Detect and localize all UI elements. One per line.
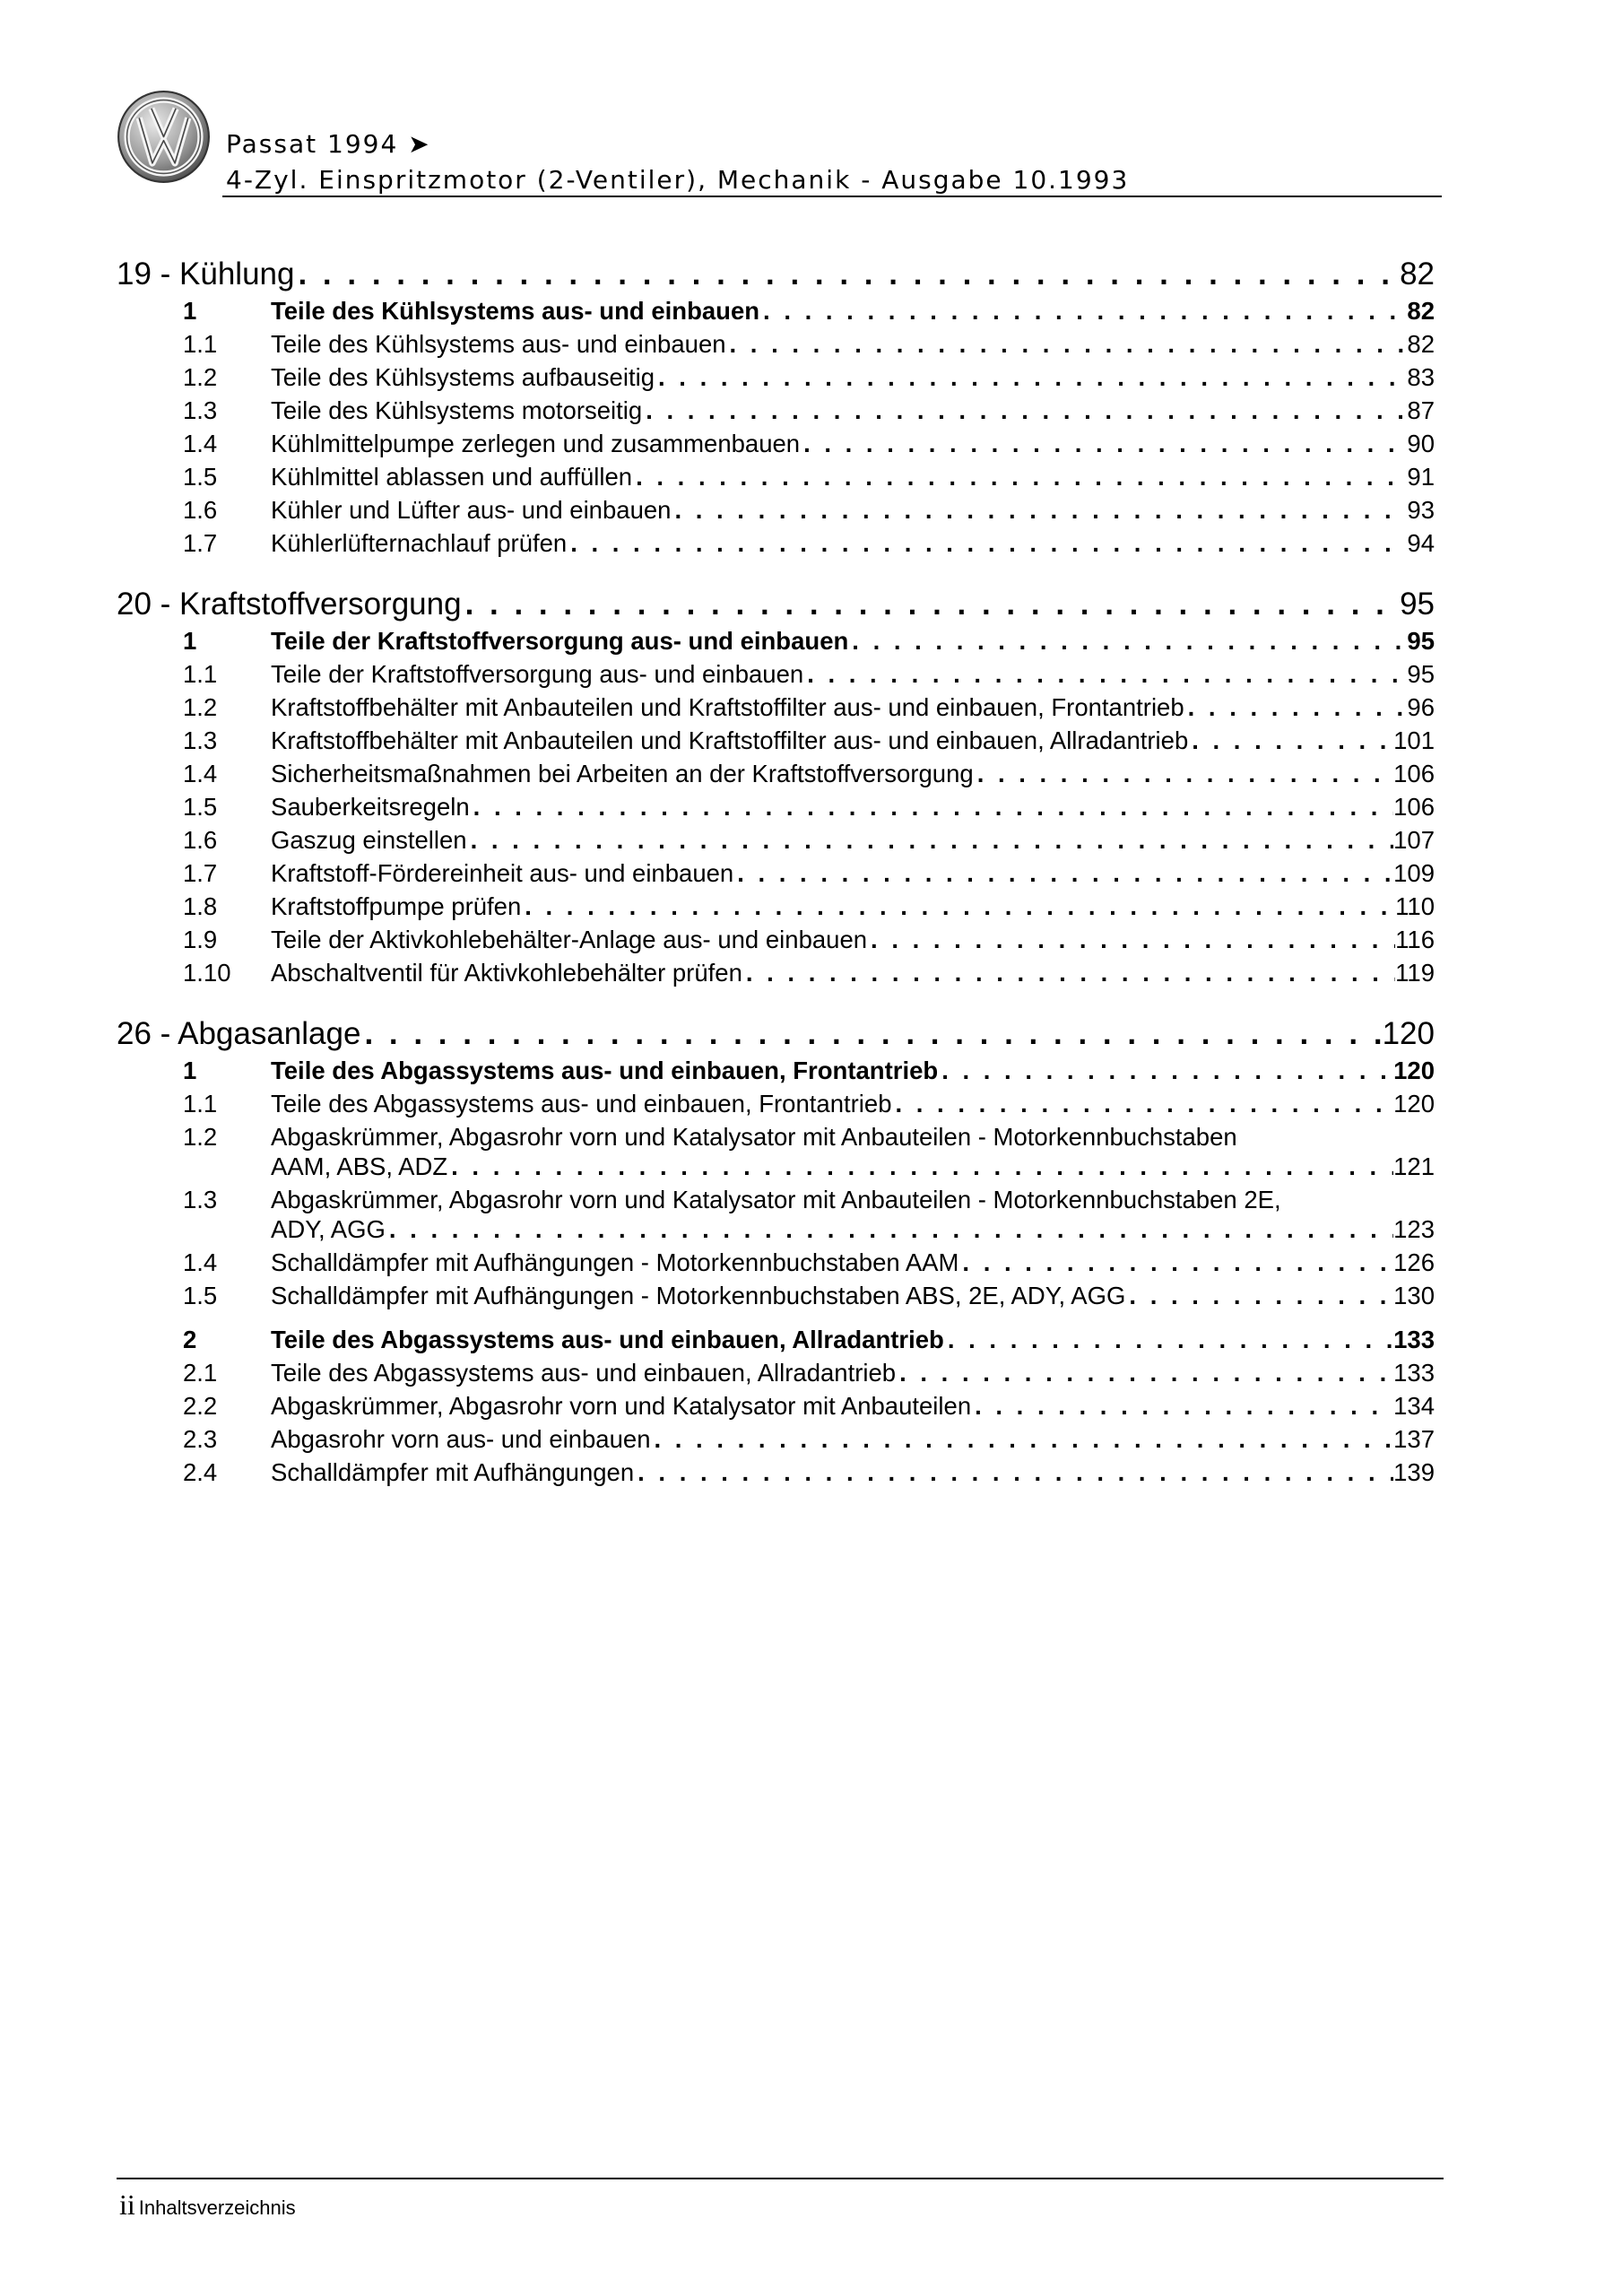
entry-title: Sicherheitsmaßnahmen bei Arbeiten an der Kraftstoffversorgung <box>271 760 974 787</box>
toc-entry-row[interactable] <box>117 1118 1435 1181</box>
entry-title-continued: AAM, ABS, ADZ <box>271 1152 448 1180</box>
header-divider <box>222 196 1442 197</box>
entry-page: 101 <box>1393 726 1435 754</box>
toc-entry-row[interactable] <box>117 788 1435 822</box>
entry-page: 126 <box>1393 1248 1435 1276</box>
entry-number: 1.2 <box>183 1123 218 1151</box>
toc-entry-line <box>117 1118 1435 1152</box>
entry-title: Teile des Abgassystems aus- und einbauen, Frontantrieb <box>271 1057 939 1084</box>
entry-title: Kraftstoffbehälter mit Anbauteilen und Kraftstoffilter aus- und einbauen, Allradantrieb <box>271 726 1189 754</box>
chapter-title: 19 - Kühlung <box>117 257 295 291</box>
entry-title: Teile des Kühlsystems aus- und einbauen <box>271 330 726 358</box>
entry-page: 130 <box>1393 1282 1435 1309</box>
toc-entry-row[interactable] <box>117 1277 1435 1310</box>
toc-entry-row[interactable] <box>117 425 1435 458</box>
toc-entry-row[interactable] <box>117 888 1435 921</box>
entry-number: 1.5 <box>183 1282 218 1309</box>
page-header <box>117 90 1442 199</box>
toc-chapter-row[interactable] <box>117 1002 1435 1052</box>
entry-number: 1.7 <box>183 859 218 887</box>
entry-page: 106 <box>1393 793 1435 821</box>
entry-number: 1.2 <box>183 363 218 391</box>
toc-entry-row[interactable] <box>117 1454 1435 1487</box>
entry-title: Schalldämpfer mit Aufhängungen - Motorkennbuchstaben AAM <box>271 1248 959 1276</box>
entry-number: 1.4 <box>183 760 218 787</box>
table-of-contents <box>117 242 1435 1487</box>
toc-entry-row[interactable] <box>117 525 1435 558</box>
dot-leader <box>938 1057 1393 1085</box>
entry-title: Schalldämpfer mit Aufhängungen <box>271 1458 635 1486</box>
entry-title: Kraftstoffbehälter mit Anbauteilen und Kraftstoffilter aus- und einbauen, Frontantrieb <box>271 693 1184 721</box>
toc-entry-row[interactable] <box>117 622 1435 656</box>
toc-entry-row[interactable] <box>117 491 1435 525</box>
toc-entry-row[interactable] <box>117 822 1435 855</box>
dot-leader <box>971 1392 1393 1421</box>
entry-page: 96 <box>1407 693 1435 721</box>
dot-leader <box>742 959 1395 987</box>
entry-title: Kraftstoff-Fördereinheit aus- und einbauen <box>271 859 734 887</box>
entry-title: Abgasrohr vorn aus- und einbauen <box>271 1425 651 1453</box>
entry-number: 2 <box>183 1326 197 1353</box>
entry-title: Teile des Kühlsystems aus- und einbauen <box>271 297 760 325</box>
entry-number: 1.1 <box>183 1090 218 1118</box>
entry-page: 94 <box>1407 529 1435 557</box>
toc-entry-row[interactable] <box>117 722 1435 755</box>
entry-page: 119 <box>1395 959 1435 987</box>
entry-title: Schalldämpfer mit Aufhängungen - Motorkennbuchstaben ABS, 2E, ADY, AGG <box>271 1282 1126 1309</box>
toc-entry-row[interactable] <box>117 954 1435 987</box>
dot-leader <box>634 1458 1393 1487</box>
dot-leader <box>803 660 1407 689</box>
entry-number: 2.2 <box>183 1392 218 1420</box>
dot-leader <box>759 297 1407 326</box>
entry-number: 1.6 <box>183 826 218 854</box>
entry-title: Kraftstoffpumpe prüfen <box>271 892 522 920</box>
entry-number: 1.4 <box>183 1248 218 1276</box>
entry-title: Kühlerlüfternachlauf prüfen <box>271 529 568 557</box>
toc-entry-row[interactable] <box>117 921 1435 954</box>
entry-page: 83 <box>1407 363 1435 391</box>
entry-title: Kühler und Lüfter aus- und einbauen <box>271 496 672 524</box>
toc-entry-row[interactable] <box>117 755 1435 788</box>
entry-title: Teile des Abgassystems aus- und einbauen, Frontantrieb <box>271 1090 892 1118</box>
entry-page: 133 <box>1393 1359 1435 1387</box>
dot-leader <box>892 1090 1394 1118</box>
entry-title: Gaszug einstellen <box>271 826 467 854</box>
toc-entry-row[interactable] <box>117 292 1435 326</box>
entry-number: 1.10 <box>183 959 231 987</box>
entry-title: Kühlmittel ablassen und auffüllen <box>271 463 633 491</box>
dot-leader <box>521 892 1395 921</box>
entry-title: Kühlmittelpumpe zerlegen und zusammenbauen <box>271 430 801 457</box>
entry-title: Teile des Abgassystems aus- und einbauen, Allradantrieb <box>271 1326 944 1353</box>
dot-leader <box>470 793 1393 822</box>
toc-chapter-row[interactable] <box>117 572 1435 622</box>
toc-entry-row[interactable] <box>117 855 1435 888</box>
entry-title: Abgaskrümmer, Abgasrohr vorn und Katalysator mit Anbauteilen <box>271 1392 972 1420</box>
dot-leader <box>974 760 1393 788</box>
entry-page: 121 <box>1393 1152 1435 1180</box>
entry-page: 133 <box>1393 1326 1435 1353</box>
entry-title: Abgaskrümmer, Abgasrohr vorn und Katalysator mit Anbauteilen - Motorkennbuchstaben <box>271 1123 1237 1151</box>
toc-entry-row[interactable] <box>117 1321 1435 1354</box>
dot-leader <box>294 257 1400 292</box>
entry-page: 95 <box>1407 660 1435 688</box>
entry-page: 87 <box>1407 396 1435 424</box>
dot-leader <box>360 1016 1382 1052</box>
toc-entry-row[interactable] <box>117 458 1435 491</box>
chapter-title: 26 - Abgasanlage <box>117 1016 361 1051</box>
entry-number: 1.4 <box>183 430 218 457</box>
entry-page: 82 <box>1407 330 1435 358</box>
entry-number: 1.3 <box>183 1186 218 1213</box>
entry-number: 1.3 <box>183 396 218 424</box>
chapter-title: 20 - Kraftstoffversorgung <box>117 587 462 622</box>
toc-entry-row[interactable] <box>117 1354 1435 1387</box>
entry-title: Teile der Aktivkohlebehälter-Anlage aus- und einbauen <box>271 926 868 953</box>
toc-entry-line <box>117 1214 1435 1244</box>
manual-subtitle: 4-Zyl. Einspritzmotor (2-Ventiler), Mechanik - Ausgabe 10.1993 <box>226 165 1130 195</box>
dot-leader <box>1188 726 1393 755</box>
dot-leader <box>944 1326 1393 1354</box>
entry-number: 1.7 <box>183 529 218 557</box>
dot-leader <box>447 1152 1393 1181</box>
dot-leader <box>467 826 1394 855</box>
entry-title: Teile des Kühlsystems motorseitig <box>271 396 643 424</box>
footer-divider <box>117 2178 1444 2179</box>
entry-title: Teile des Kühlsystems aufbauseitig <box>271 363 655 391</box>
entry-number: 1.6 <box>183 496 218 524</box>
entry-number: 1 <box>183 1057 197 1084</box>
entry-title: Teile der Kraftstoffversorgung aus- und einbauen <box>271 660 804 688</box>
dot-leader <box>655 363 1407 392</box>
entry-page: 110 <box>1395 892 1435 920</box>
entry-number: 1.8 <box>183 892 218 920</box>
entry-page: 137 <box>1393 1425 1435 1453</box>
entry-number: 1.3 <box>183 726 218 754</box>
toc-entry-line <box>117 1152 1435 1181</box>
toc-entry-row[interactable] <box>117 326 1435 359</box>
dot-leader <box>642 396 1407 425</box>
dot-leader <box>671 496 1407 525</box>
toc-entry-row[interactable] <box>117 656 1435 689</box>
entry-title: Teile des Abgassystems aus- und einbauen, Allradantrieb <box>271 1359 897 1387</box>
entry-number: 1.1 <box>183 330 218 358</box>
entry-title: Abschaltventil für Aktivkohlebehälter prüfen <box>271 959 742 987</box>
vw-logo-icon <box>117 90 211 184</box>
entry-page: 109 <box>1393 859 1435 887</box>
dot-leader <box>867 926 1395 954</box>
dot-leader <box>848 627 1407 656</box>
page-footer <box>119 2188 296 2222</box>
toc-chapter-row[interactable] <box>117 242 1435 292</box>
toc-entry-row[interactable] <box>117 1052 1435 1085</box>
entry-page: 120 <box>1393 1057 1435 1084</box>
toc-entry-row[interactable] <box>117 392 1435 425</box>
entry-number: 1 <box>183 627 197 655</box>
entry-number: 2.4 <box>183 1458 218 1486</box>
dot-leader <box>567 529 1407 558</box>
entry-title: Sauberkeitsregeln <box>271 793 470 821</box>
entry-page: 82 <box>1407 297 1435 325</box>
entry-page: 116 <box>1395 926 1435 953</box>
page-number: ii <box>119 2188 135 2221</box>
entry-number: 1.5 <box>183 463 218 491</box>
entry-number: 1.1 <box>183 660 218 688</box>
entry-page: 120 <box>1393 1090 1435 1118</box>
chapter-page: 82 <box>1400 257 1435 291</box>
dot-leader <box>726 330 1408 359</box>
toc-entry-row[interactable] <box>117 1181 1435 1244</box>
chapter-page: 95 <box>1400 587 1435 622</box>
dot-leader <box>386 1214 1393 1244</box>
entry-number: 1 <box>183 297 197 325</box>
toc-entry-row[interactable] <box>117 689 1435 722</box>
entry-page: 139 <box>1393 1458 1435 1486</box>
dot-leader <box>1184 693 1408 722</box>
entry-number: 2.3 <box>183 1425 218 1453</box>
manual-title: Passat 1994 ➤ <box>226 129 431 159</box>
entry-page: 95 <box>1407 627 1435 655</box>
entry-page: 123 <box>1393 1215 1435 1243</box>
entry-page: 134 <box>1393 1392 1435 1420</box>
toc-entry-row[interactable] <box>117 359 1435 392</box>
entry-number: 2.1 <box>183 1359 218 1387</box>
dot-leader <box>958 1248 1393 1277</box>
dot-leader <box>650 1425 1393 1454</box>
entry-title: Abgaskrümmer, Abgasrohr vorn und Katalysator mit Anbauteilen - Motorkennbuchstaben 2E, <box>271 1186 1281 1213</box>
dot-leader <box>632 463 1407 491</box>
toc-entry-row[interactable] <box>117 1244 1435 1277</box>
entry-page: 91 <box>1407 463 1435 491</box>
dot-leader <box>733 859 1393 888</box>
entry-number: 1.5 <box>183 793 218 821</box>
entry-page: 106 <box>1393 760 1435 787</box>
toc-entry-line <box>117 1181 1435 1214</box>
entry-number: 1.2 <box>183 693 218 721</box>
entry-page: 107 <box>1393 826 1435 854</box>
chapter-page: 120 <box>1382 1016 1435 1051</box>
dot-leader <box>1125 1282 1393 1310</box>
toc-entry-row[interactable] <box>117 1387 1435 1421</box>
toc-entry-row[interactable] <box>117 1085 1435 1118</box>
dot-leader <box>896 1359 1393 1387</box>
toc-entry-row[interactable] <box>117 1421 1435 1454</box>
dot-leader <box>800 430 1407 458</box>
entry-page: 90 <box>1407 430 1435 457</box>
footer-label: Inhaltsverzeichnis <box>138 2196 296 2219</box>
entry-title: Teile der Kraftstoffversorgung aus- und einbauen <box>271 627 849 655</box>
entry-title-continued: ADY, AGG <box>271 1215 386 1243</box>
entry-number: 1.9 <box>183 926 218 953</box>
dot-leader <box>462 587 1401 622</box>
entry-page: 93 <box>1407 496 1435 524</box>
